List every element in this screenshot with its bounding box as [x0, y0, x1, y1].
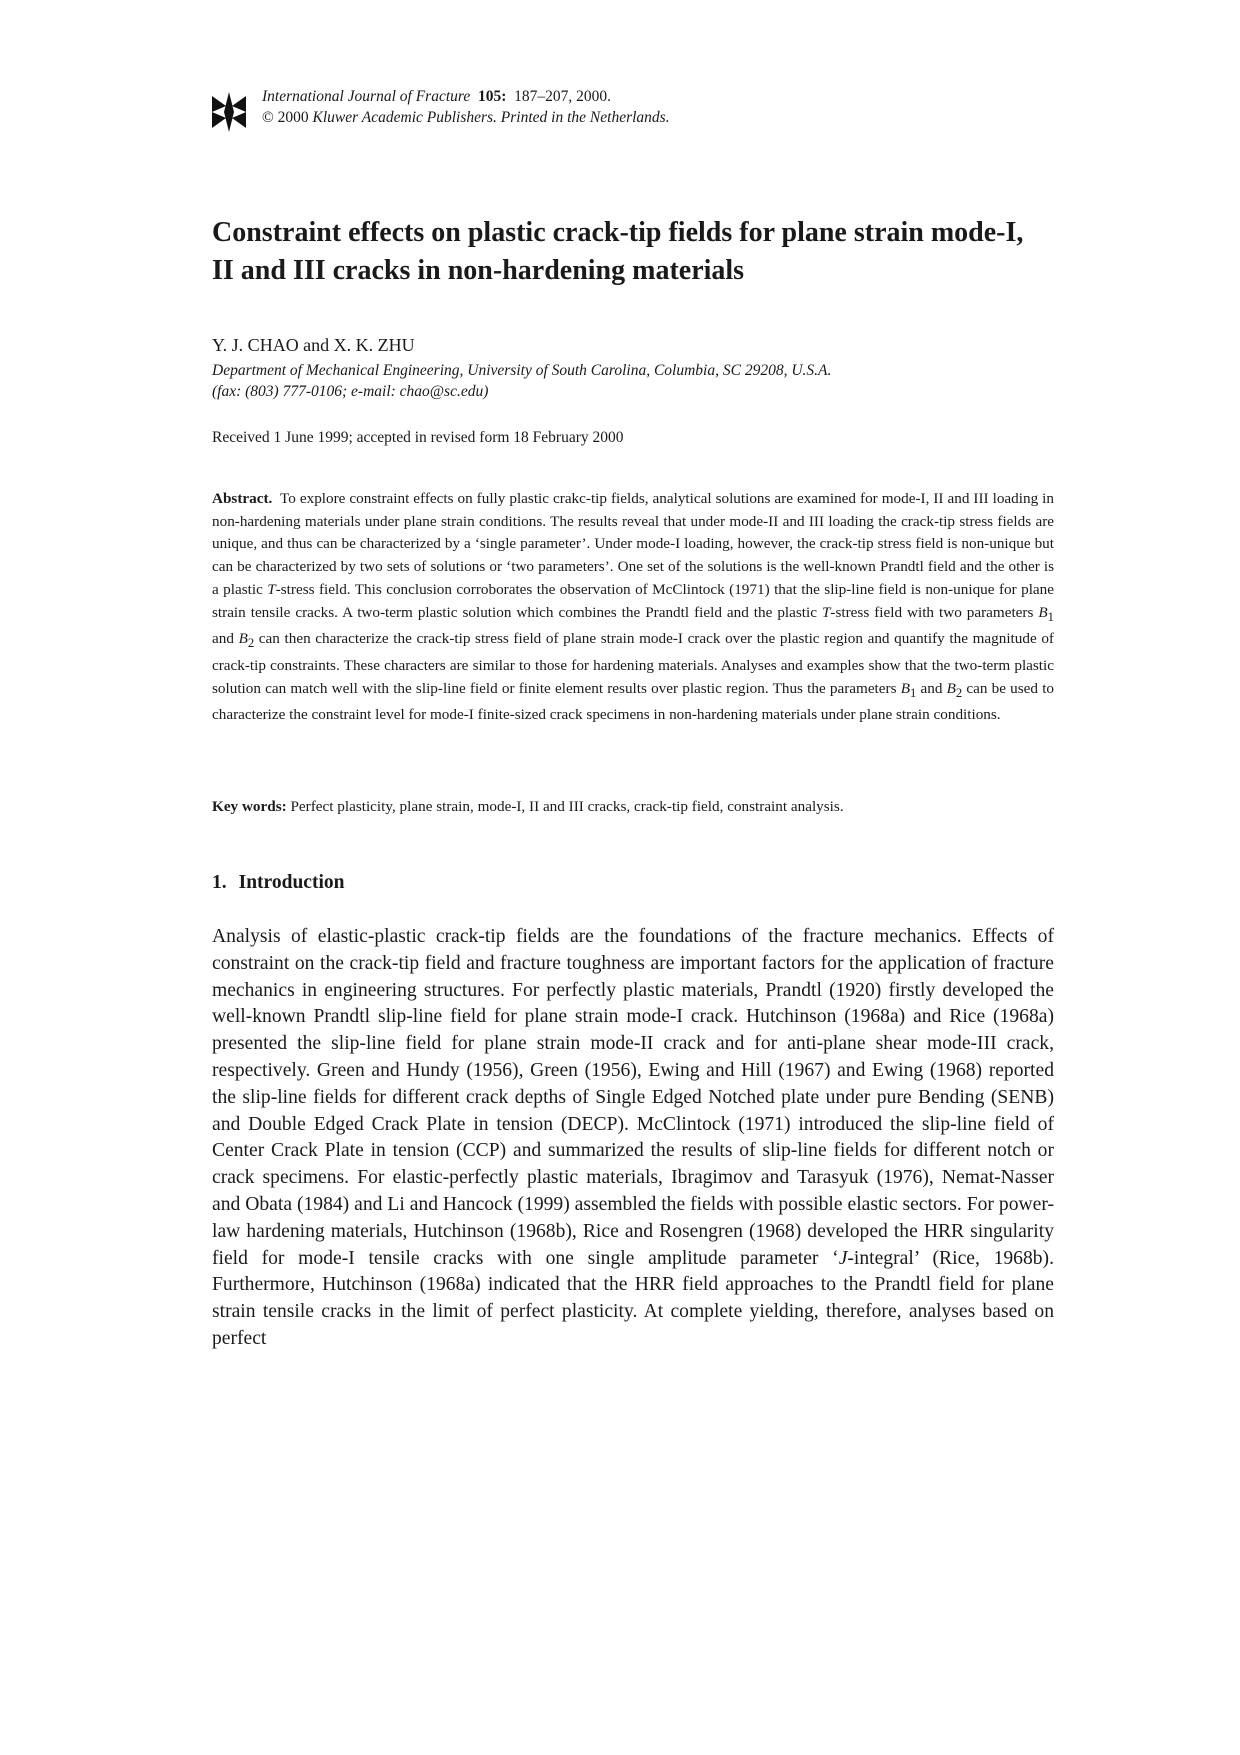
affiliation: [212, 360, 1062, 402]
keywords-text: Perfect plasticity, plane strain, mode-I, II and III cracks, crack-tip field, constraint analysis.: [290, 798, 844, 815]
keywords: [212, 796, 1054, 818]
journal-name: International Journal of Fracture: [262, 88, 471, 105]
authors: Y. J. CHAO and X. K. ZHU: [212, 335, 415, 355]
publisher-logo-icon: [212, 92, 246, 132]
keywords-label: Key words:: [212, 798, 287, 815]
abstract: Abstract. To explore constraint effects on fully plastic crakc-tip fields, analytical solutions are examined for mode-I, II and III loading in non-hardening materials under plane strain conditions. The results reveal that under mode-II and III loading the crack-tip stress fields are unique, and thus can be characterized by a ‘single parameter’. Under mode-I loading, however, the crack-tip stress field is non-unique but can be characterized by two sets of solutions or ‘two parameters’. One set of the solutions is the well-known Prandtl field and the other is a plastic T-stress field. This conclusion corroborates the observation of McClintock (1971) that the slip-line field is non-unique for plane strain tensile cracks. A two-term plastic solution which combines the Prandtl field and the plastic T-stress field with two parameters $B_1$ and $B_2$ can then characterize the crack-tip stress field of plane strain mode-I crack over the plastic region and quantify the magnitude of crack-tip constraints. These characters are similar to those for hardening materials. Analyses and examples show that the two-term plastic solution can match well with the slip-line field or finite element results over plastic region. Thus the parameters $B_1$ and $B_2$ can be used to characterize the constraint level for mode-I finite-sized crack specimens in non-hardening materials under plane strain conditions.: [212, 490, 1055, 724]
affiliation-address: Department of Mechanical Engineering, University of South Carolina, Columbia, SC 29208, U.S.A.: [212, 362, 832, 379]
abstract-label: Abstract.: [212, 490, 273, 507]
copyright: © 2000: [262, 109, 309, 126]
affiliation-contact: (fax: (803) 777-0106; e-mail: chao@sc.edu): [212, 383, 489, 400]
journal-pages: 187–207, 2000.: [514, 88, 612, 105]
received-dates: Received 1 June 1999; accepted in revised form 18 February 2000: [212, 429, 624, 446]
journal-volume: 105:: [477, 88, 507, 105]
section-title: Introduction: [238, 872, 345, 893]
section-heading-introduction: [212, 870, 344, 896]
introduction-paragraph: Analysis of elastic-plastic crack-tip fields are the foundations of the fracture mechanics. Effects of constraint on the crack-tip field and fracture toughness are important factors for the application of fracture mechanics in engineering structures. For perfectly plastic materials, Prandtl (1920) firstly developed the well-known Prandtl slip-line field for plane strain mode-I crack. Hutchinson (1968a) and Rice (1968a) presented the slip-line field for plane strain mode-II crack and for anti-plane shear mode-III crack, respectively. Green and Hundy (1956), Green (1956), Ewing and Hill (1967) and Ewing (1968) reported the slip-line fields for different crack depths of Single Edged Notched plate under pure Bending (SENB) and Double Edged Crack Plate in tension (DECP). McClintock (1971) introduced the slip-line field of Center Crack Plate in tension (CCP) and summarized the results of slip-line fields for different notch or crack specimens. For elastic-perfectly plastic materials, Ibragimov and Tarasyuk (1976), Nemat-Nasser and Obata (1984) and Li and Hancock (1999) assembled the fields with possible elastic sectors. For power-law hardening materials, Hutchinson (1968b), Rice and Rosengren (1968) developed the HRR singularity field for mode-I tensile cracks with one single amplitude parameter ‘J-integral’ (Rice, 1968b). Furthermore, Hutchinson (1968a) indicated that the HRR field approaches to the Prandtl field for plane strain tensile cracks in the limit of perfect plasticity. At complete yielding, therefore, analyses based on perfect: [212, 926, 1054, 1349]
section-number: 1.: [212, 872, 227, 893]
paper-title: Constraint effects on plastic crack-tip fields for plane strain mode-I, II and III cracks in non-hardening materials: [212, 217, 1024, 286]
journal-citation: [262, 86, 670, 128]
publisher: Kluwer Academic Publishers. Printed in the Netherlands.: [312, 109, 670, 126]
